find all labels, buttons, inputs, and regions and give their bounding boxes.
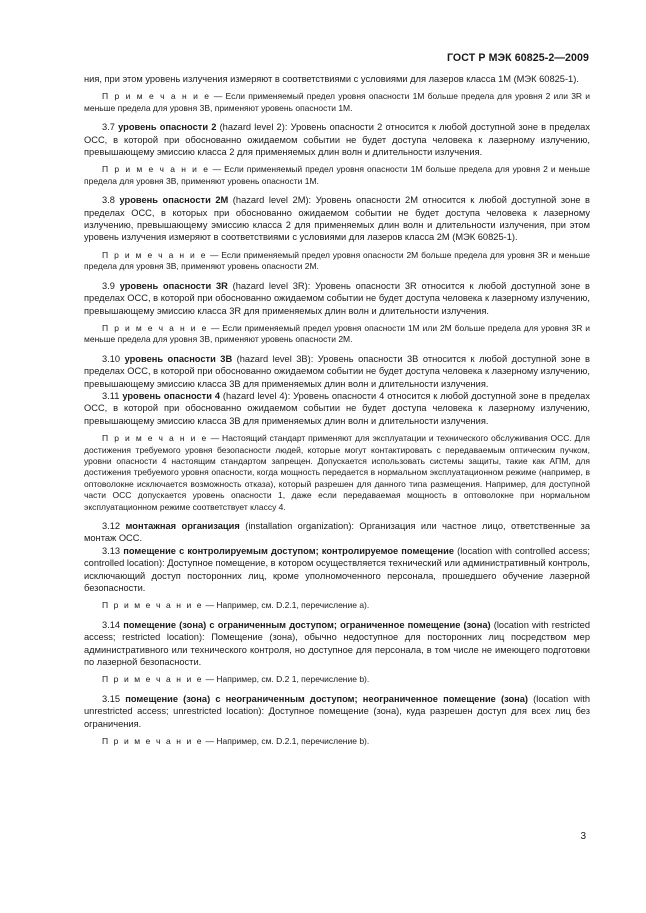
- page-number: 3: [580, 831, 586, 842]
- clause-number: 3.9: [102, 280, 120, 291]
- note-text: — Если применяемый предел уровня опасности 2М больше предела для уровня 3R и меньше предела для уровня 3В, применяют уровень опасности 2М.: [84, 249, 591, 272]
- note-label: П р и м е ч а н и е: [102, 600, 204, 611]
- clause-number: 3.12: [102, 521, 126, 531]
- note-text: — Если применяемый предел уровня опасности 1М больше предела для уровня 2 и меньше предела для уровня 3В, применяют уровень опасности 1М.: [84, 164, 590, 186]
- clause-text: (hazard level 4): Уровень опасности 4 относится к любой доступной зоне в пределах ОСС, в которой при обоснованно ожидаемом событии не будет доступа человека к лазерному излучению, превышающему эмиссию класса 3В для применяемых длин волн и длительности излучения.: [84, 390, 590, 426]
- note-label: П р и м е ч а н и е: [102, 249, 208, 260]
- clause-term: уровень опасности 3В: [124, 353, 233, 364]
- clause-text: (hazard level 3В): Уровень опасности 3В относится к любой доступной зоне в пределах ОСС, в которой при обоснованно ожидаемом событии не будет доступа человека к лазерному излучению, превышающему эмиссию класса 3В для применяемых длин волн и длительности излучения.: [84, 353, 590, 389]
- clause-term: уровень опасности 2: [118, 122, 217, 133]
- note-3: [84, 250, 590, 273]
- note-label: П р и м е ч а н и е: [102, 322, 208, 333]
- clause-number: 3.11: [102, 390, 123, 401]
- note-text: — Настоящий стандарт применяют для эксплуатации и технического обслуживания ОСС. Для достижения требуемого уровня безопасности людей, которые могут контактировать с передаваемым оптическим пучком, уровни опасности 4 настоящим стандартом запрещен. Допускается использовать системы защиты, такие как АПМ, для достижения требуемого уровня опасности, когда мощность передается в нормальном эксплуатационном режиме (например, в оптоволокне исключается возможность отказа), который разрешен для данного типа размещения. Например, для доступной части ОСС допускается уровень опасности 1, даже если передаваемая мощность в оптоволокне при нормальном эксплуатационном режиме соответствует классу 4.: [84, 433, 591, 512]
- clause-term: уровень опасности 4: [122, 390, 221, 401]
- note-label: П р и м е ч а н и е: [102, 736, 204, 747]
- clause-text: (location with controlled access; controlled location): Доступное помещение, в котором осуществляется технический или административный контроль, исключающий доступ посторонних лиц, кроме уполномоченного персонала, прошедшего обучение лазерной безопасности.: [84, 545, 590, 594]
- note-text: — Например, см. D.2.1, перечисление b).: [203, 736, 370, 747]
- clause-text: (hazard level 3R): Уровень опасности 3R относится к любой доступной зоне в пределах ОСС, в которой при обоснованно ожидаемом событии не будет доступа человека к лазерному излучению, превышающему эмиссию класса 3R для применяемых длин волн и длительности излучения.: [84, 280, 591, 316]
- note-label: П р и м е ч а н и е: [102, 674, 204, 685]
- clause-number: 3.13: [102, 545, 124, 556]
- clause-3-9: [84, 280, 590, 317]
- clause-3-11: [84, 390, 590, 427]
- note-text: — Если применяемый предел уровня опасности 1М или 2М больше предела для уровня 3R и меньше предела для уровня 3В, применяют уровень опасности 2М.: [84, 322, 591, 345]
- page-content: [84, 73, 590, 755]
- clause-3-13: [84, 545, 590, 595]
- standard-header: ГОСТ Р МЭК 60825-2—2009: [446, 52, 589, 64]
- note-6: [84, 600, 590, 611]
- clause-number: 3.8: [102, 195, 120, 206]
- clause-term: монтажная организация: [125, 521, 240, 531]
- clause-term: помещение (зона) с ограниченным доступом; ограниченное помещение (зона): [123, 619, 491, 630]
- clause-number: 3.7: [102, 122, 119, 133]
- note-label: П р и м е ч а н и е: [102, 164, 210, 175]
- clause-term: уровень опасности 3R: [119, 280, 228, 291]
- clause-3-14: [84, 619, 590, 669]
- note-8: [84, 736, 590, 747]
- note-text: — Например, см. D.2.1, перечисление а).: [203, 600, 370, 611]
- clause-term: помещение (зона) с неограниченным доступом; неограниченное помещение (зона): [125, 693, 529, 704]
- clause-3-8: [84, 194, 590, 244]
- note-2: [84, 164, 590, 187]
- note-text: — Если применяемый предел уровня опасности 1М больше предела для уровня 2 или 3R и меньше предела для уровня 3В, применяют уровень опасности 1М.: [84, 91, 591, 113]
- note-text: — Например, см. D.2 1, перечисление b).: [203, 674, 370, 685]
- note-label: П р и м е ч а н и е: [102, 433, 208, 444]
- note-5: [84, 433, 590, 513]
- note-1: [84, 91, 590, 114]
- clause-text: (hazard level 2): Уровень опасности 2 относится к любой доступной зоне в пределах ОСС, в которой при обоснованно ожидаемом событии не будет доступа человека к лазерному излучению, превышающему эмиссию класса 2 для применяемых длин волн и длительности излучения.: [84, 122, 590, 158]
- continued-paragraph: ния, при этом уровень излучения измеряют в соответствиями с условиями для лазеров класса 1М (МЭК 60825-1).: [84, 74, 579, 84]
- clause-number: 3.15: [102, 693, 126, 704]
- clause-text: (location with unrestricted access; unrestricted location): Доступное помещение (зона), куда разрешен доступ для всех лиц без ограничения.: [84, 693, 590, 729]
- clause-number: 3.14: [102, 619, 124, 630]
- clause-text: (hazard level 2М): Уровень опасности 2М относится к любой доступной зоне в пределах ОСС, в которых при обоснованно ожидаемом событии не будет доступа человека к лазерному излучению, превышающему эмиссию класса 2 для применяемых длин волн и длительности излучения, при этом уровень излучения измеряют в соответствиями с условиями для лазеров класса 2М (МЭК 60825-1).: [84, 195, 590, 243]
- note-label: П р и м е ч а н и е: [102, 91, 211, 102]
- note-7: [84, 674, 590, 685]
- clause-text: (location with restricted access; restricted location): Помещение (зона), обычно недоступное для посторонних лиц посредством мер административного или технического контроля, но доступное для персонала, в том числе не имеющего подготовки по лазерной безопасности.: [84, 619, 590, 668]
- clause-3-10: [84, 353, 590, 390]
- clause-3-7: [84, 121, 590, 158]
- clause-3-12: [84, 520, 590, 545]
- clause-term: помещение с контролируемым доступом; контролируемое помещение: [123, 545, 455, 556]
- clause-3-15: [84, 693, 590, 730]
- clause-text: (installation organization): Организация или частное лицо, ответственные за монтаж ОСС.: [84, 521, 590, 544]
- clause-number: 3.10: [102, 353, 125, 364]
- note-4: [84, 323, 590, 346]
- clause-term: уровень опасности 2М: [119, 195, 229, 206]
